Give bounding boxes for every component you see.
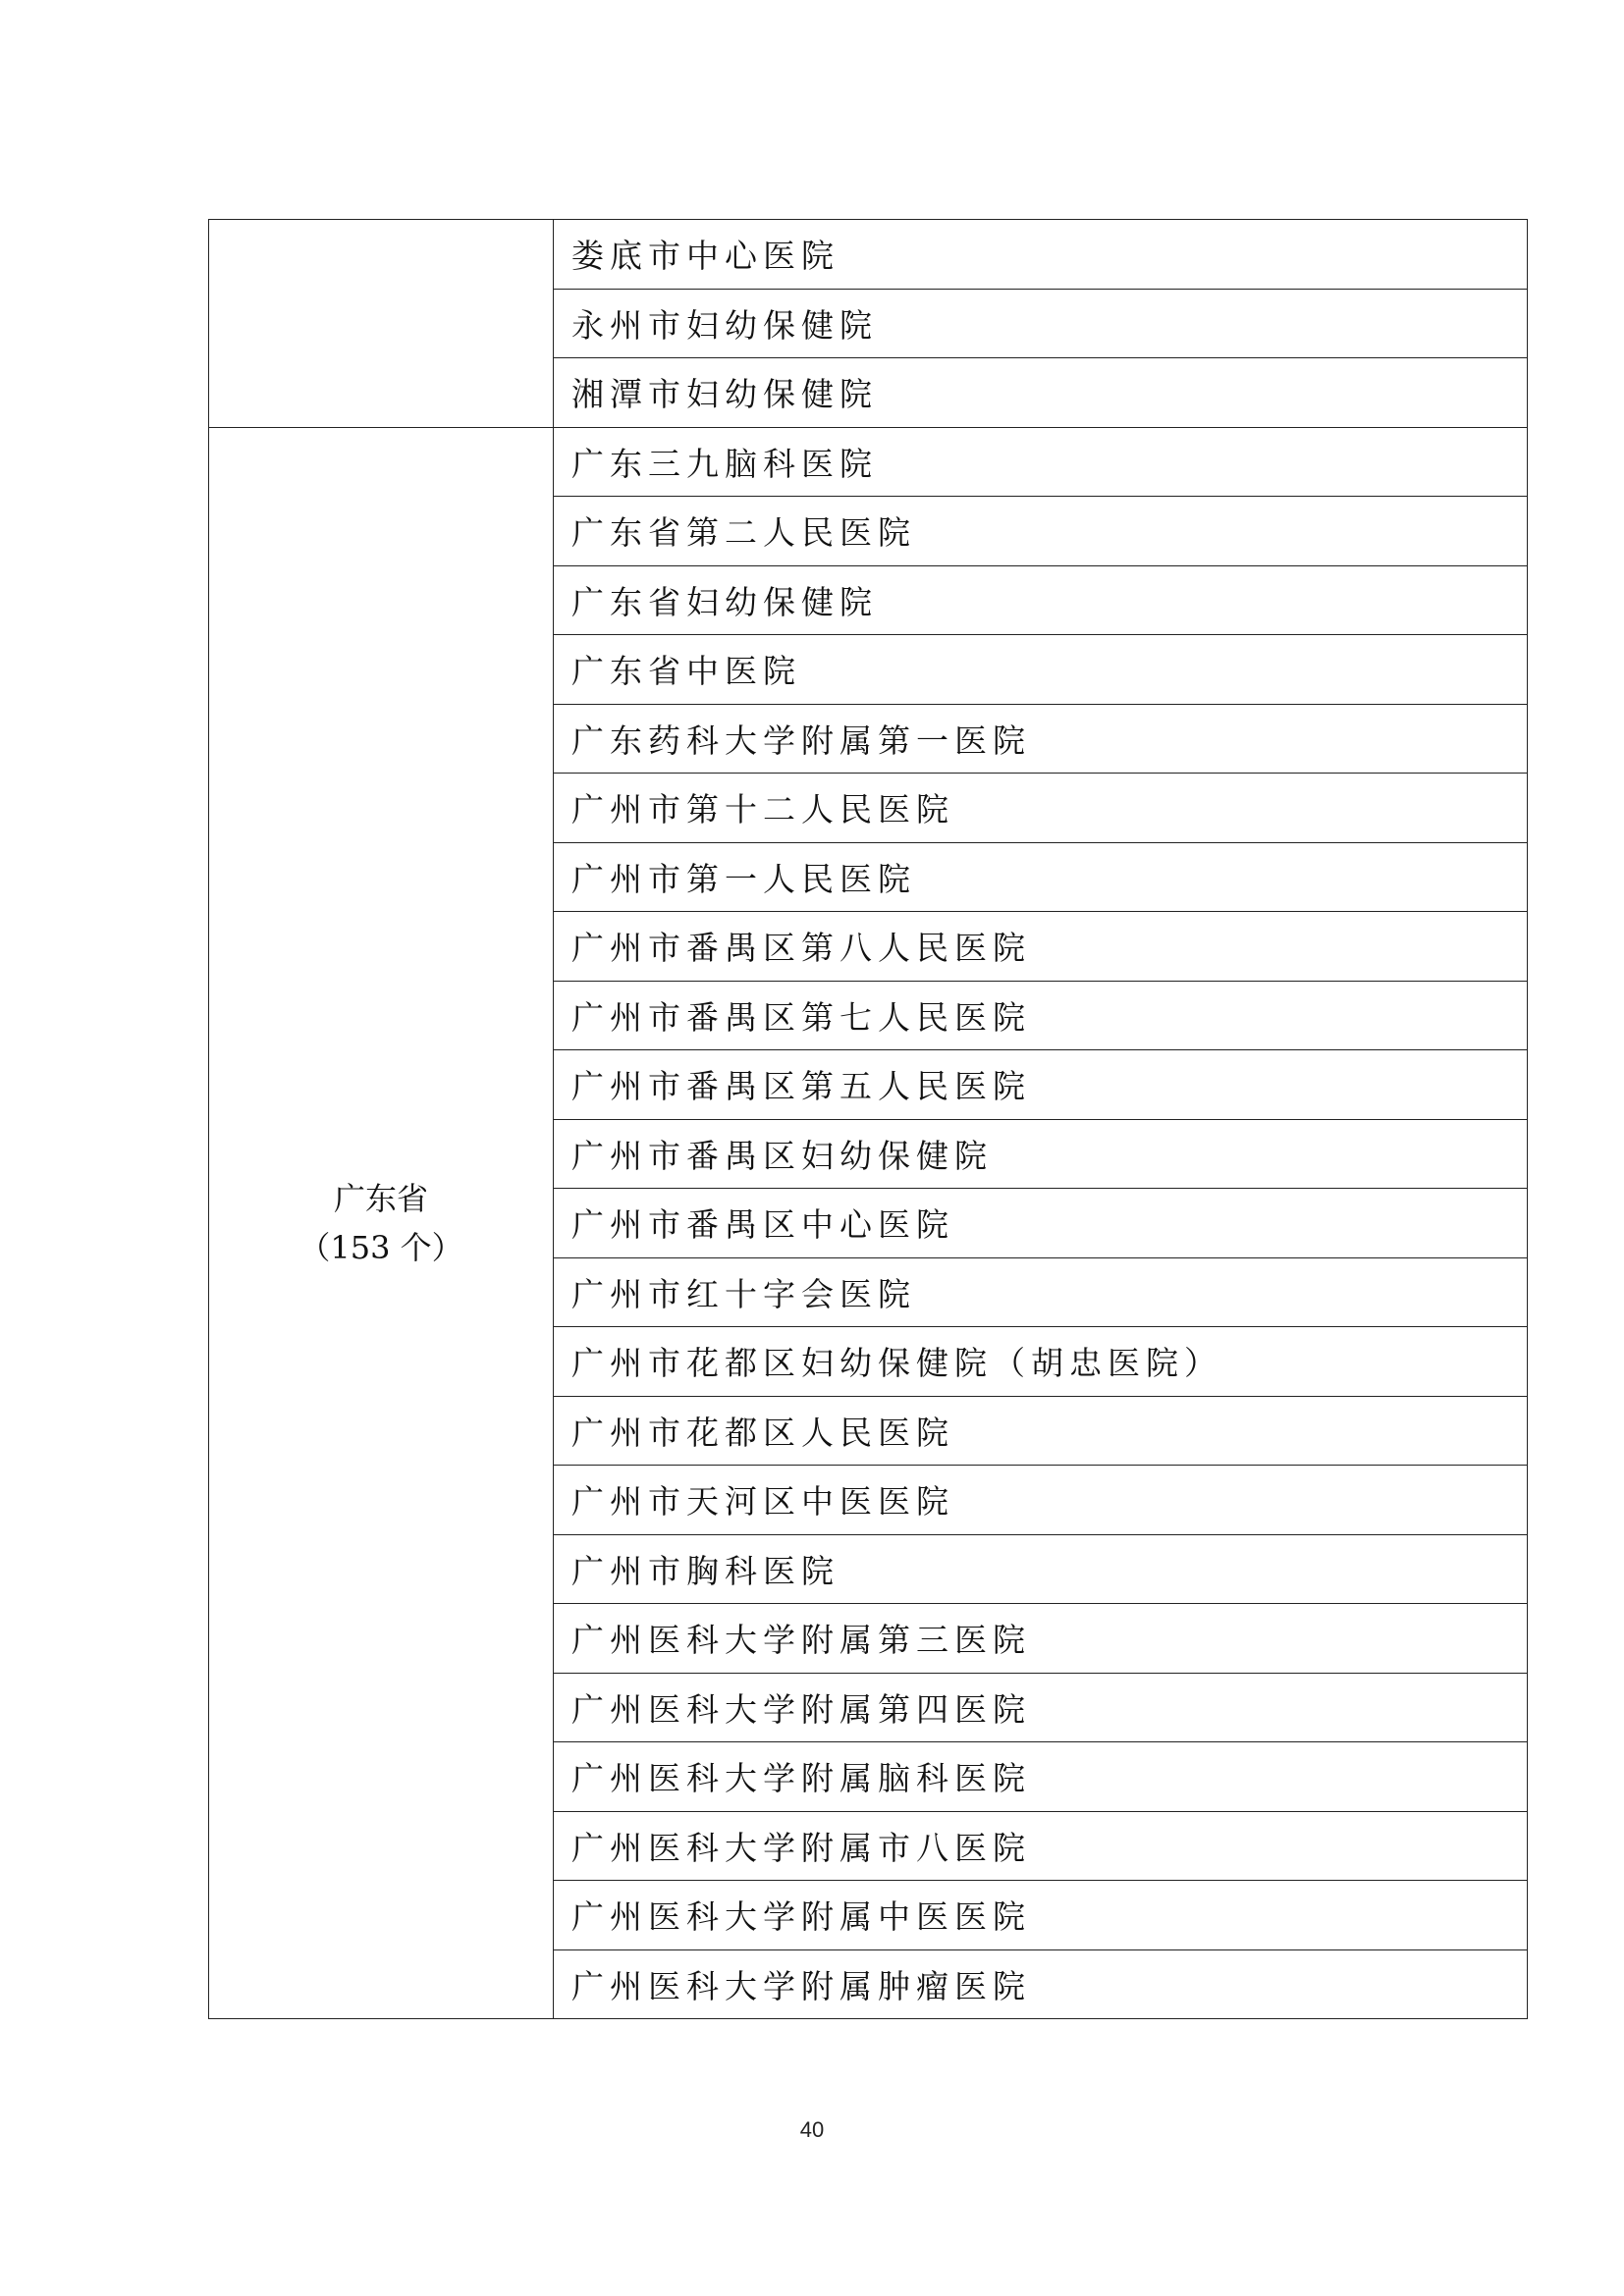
- hospital-name-cell: 广州市番禺区第七人民医院: [554, 981, 1528, 1050]
- table-row: [209, 427, 1528, 497]
- province-count: （153 个）: [298, 1228, 463, 1266]
- hospital-name-cell: 广州市红十字会医院: [554, 1257, 1528, 1327]
- hospital-name-cell: 广州医科大学附属第四医院: [554, 1673, 1528, 1742]
- hospital-name-cell: 广州市番禺区第八人民医院: [554, 912, 1528, 982]
- hospital-name-cell: 广州市番禺区中心医院: [554, 1189, 1528, 1258]
- hospital-table: [208, 219, 1528, 2019]
- hospital-name-cell: 广州市番禺区妇幼保健院: [554, 1119, 1528, 1189]
- hospital-name-cell: 广东省妇幼保健院: [554, 565, 1528, 635]
- hospital-name-cell: 广州市花都区人民医院: [554, 1396, 1528, 1466]
- hospital-name-cell: 广东省中医院: [554, 635, 1528, 705]
- hospital-name-cell: 广州医科大学附属肿瘤医院: [554, 1949, 1528, 2019]
- hospital-name-cell: 广州市花都区妇幼保健院（胡忠医院）: [554, 1327, 1528, 1397]
- hospital-name-cell: 广州市第十二人民医院: [554, 774, 1528, 843]
- hospital-name-cell: 广东三九脑科医院: [554, 427, 1528, 497]
- hospital-name-cell: 广州市天河区中医医院: [554, 1466, 1528, 1535]
- hospital-name-cell: 广东药科大学附属第一医院: [554, 704, 1528, 774]
- hospital-name-cell: 湘潭市妇幼保健院: [554, 358, 1528, 428]
- table-row: [209, 220, 1528, 290]
- province-cell: [209, 220, 554, 428]
- hospital-name-cell: 娄底市中心医院: [554, 220, 1528, 290]
- province-cell: [209, 427, 554, 2019]
- hospital-name-cell: 广州医科大学附属脑科医院: [554, 1742, 1528, 1812]
- hospital-name-cell: 广州市第一人民医院: [554, 842, 1528, 912]
- hospital-name-cell: 永州市妇幼保健院: [554, 289, 1528, 358]
- hospital-name-cell: 广州市番禺区第五人民医院: [554, 1050, 1528, 1120]
- province-name: 广东省: [333, 1179, 428, 1217]
- hospital-name-cell: 广州医科大学附属市八医院: [554, 1811, 1528, 1881]
- hospital-name-cell: 广州医科大学附属中医医院: [554, 1881, 1528, 1950]
- hospital-name-cell: 广东省第二人民医院: [554, 497, 1528, 566]
- page-number: 40: [799, 2117, 825, 2142]
- hospital-name-cell: 广州医科大学附属第三医院: [554, 1604, 1528, 1674]
- hospital-name-cell: 广州市胸科医院: [554, 1534, 1528, 1604]
